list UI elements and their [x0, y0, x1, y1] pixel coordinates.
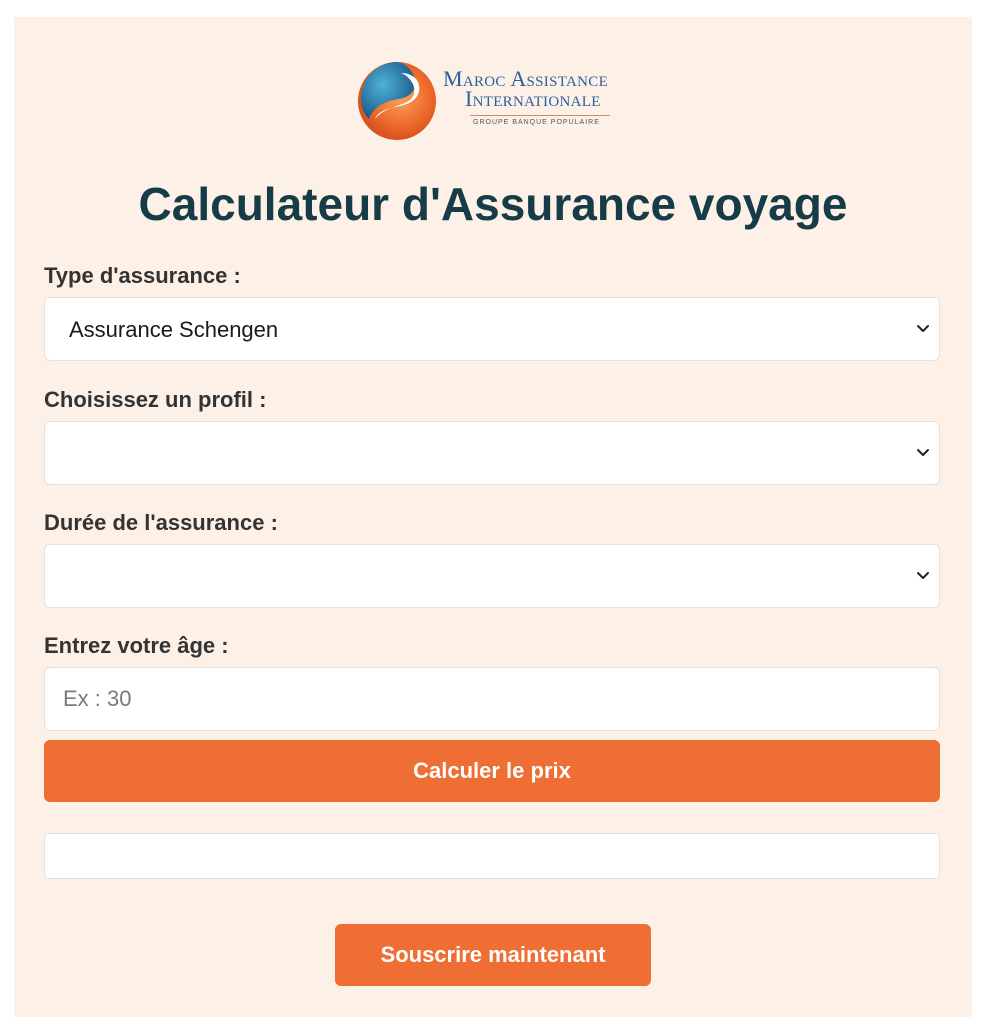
logo-text — [443, 66, 609, 111]
calculator-card — [14, 17, 972, 1017]
chevron-down-icon — [915, 444, 931, 460]
age-field-wrapper — [44, 667, 940, 731]
age-input[interactable] — [45, 668, 939, 730]
logo-emblem-icon — [355, 57, 439, 143]
insurance-type-select[interactable] — [44, 297, 940, 361]
subscribe-now-button[interactable]: Souscrire maintenant — [335, 924, 651, 986]
chevron-down-icon — [915, 567, 931, 583]
chevron-down-icon — [915, 320, 931, 336]
duration-label: Durée de l'assurance : — [44, 510, 278, 535]
logo-line-1: Maroc Assistance — [443, 66, 609, 91]
page-title: Calculateur d'Assurance voyage — [138, 178, 848, 230]
calculate-price-button[interactable]: Calculer le prix — [44, 740, 940, 802]
profile-label: Choisissez un profil : — [44, 387, 267, 412]
age-label: Entrez votre âge : — [44, 633, 229, 658]
insurance-type-label: Type d'assurance : — [44, 263, 241, 288]
profile-select[interactable] — [44, 421, 940, 485]
logo-divider — [470, 115, 610, 116]
insurance-type-value: Assurance Schengen — [69, 317, 279, 342]
logo-subtitle: GROUPE BANQUE POPULAIRE — [473, 119, 600, 126]
duration-select[interactable] — [44, 544, 940, 608]
price-result-box — [44, 833, 940, 879]
logo-line-2: Internationale — [465, 86, 601, 111]
company-logo — [355, 57, 655, 143]
